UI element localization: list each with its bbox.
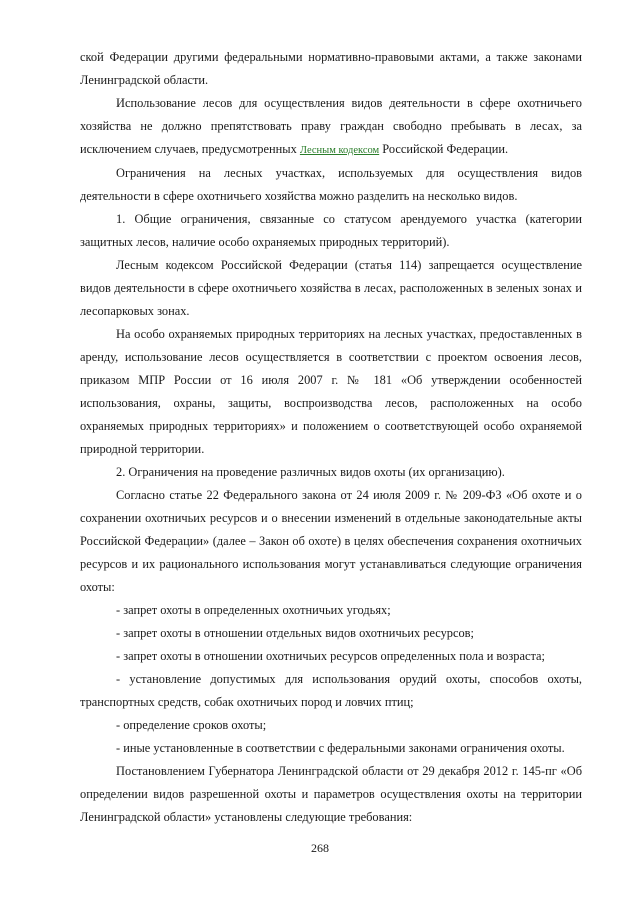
paragraph	[80, 92, 582, 162]
paragraph-text: Российской Федерации.	[379, 142, 509, 156]
list-item: - установление допустимых для использования орудий охоты, способов охоты, транспортных средств, собак охотничьих пород и ловчих птиц;	[80, 672, 582, 709]
paragraph: Постановлением Губернатора Ленинградской области от 29 декабря 2012 г. 145-пг «Об определении видов разрешенной охоты и параметров осуществления охоты на территории Ленинградской области» установлены следующие требования:	[80, 764, 582, 824]
list-item: - иные установленные в соответствии с федеральными законами ограничения охоты.	[116, 741, 565, 755]
page-number: 268	[311, 841, 329, 855]
paragraph: Лесным кодексом Российской Федерации (статья 114) запрещается осуществление видов деятельности в сфере охотничьего хозяйства в лесах, расположенных в зеленых зонах и лесопарковых зонах.	[80, 258, 582, 318]
list-item: - определение сроков охоты;	[116, 718, 267, 732]
list-item: - запрет охоты в отношении отдельных видов охотничьих ресурсов;	[116, 626, 474, 640]
paragraph: 2. Ограничения на проведение различных видов охоты (их организацию).	[116, 465, 505, 479]
paragraph: ской Федерации другими федеральными нормативно-правовыми актами, а также законами Ленинградской области.	[80, 50, 582, 87]
paragraph: На особо охраняемых природных территориях на лесных участках, предоставленных в аренду, использование лесов осуществляется в соответствии с проектом освоения лесов, приказом МПР России от 16 июля 2007 г. № 181 «Об утверждении особенностей использования, охраны, защиты, воспроизводства лесов, расположенных на особо охраняемых природных территориях» и положением о соответствующей особо охраняемой природной территории.	[80, 327, 582, 456]
paragraph: Ограничения на лесных участках, используемых для осуществления видов деятельности в сфере охотничьего хозяйства можно разделить на несколько видов.	[80, 166, 582, 203]
list-item: - запрет охоты в определенных охотничьих угодьях;	[116, 603, 391, 617]
list-item: - запрет охоты в отношении охотничьих ресурсов определенных пола и возраста;	[116, 649, 545, 663]
document-body	[80, 46, 582, 829]
paragraph-text: Использование лесов для осуществления видов деятельности в сфере охотничьего хозяйства не должно препятствовать праву граждан свободно пребывать в лесах, за исключением случаев, предусмотренных	[80, 96, 582, 156]
paragraph: Согласно статье 22 Федерального закона от 24 июля 2009 г. № 209-ФЗ «Об охоте и о сохранении охотничьих ресурсов и о внесении изменений в отдельные законодательные акты Российской Федерации» (далее – Закон об охоте) в целях обеспечения сохранения охотничьих ресурсов и их рационального использования могут устанавливаться следующие ограничения охоты:	[80, 488, 582, 594]
paragraph: 1. Общие ограничения, связанные со статусом арендуемого участка (категории защитных лесов, наличие особо охраняемых природных территорий).	[80, 212, 582, 249]
forest-code-link[interactable]: Лесным кодексом	[299, 145, 380, 156]
